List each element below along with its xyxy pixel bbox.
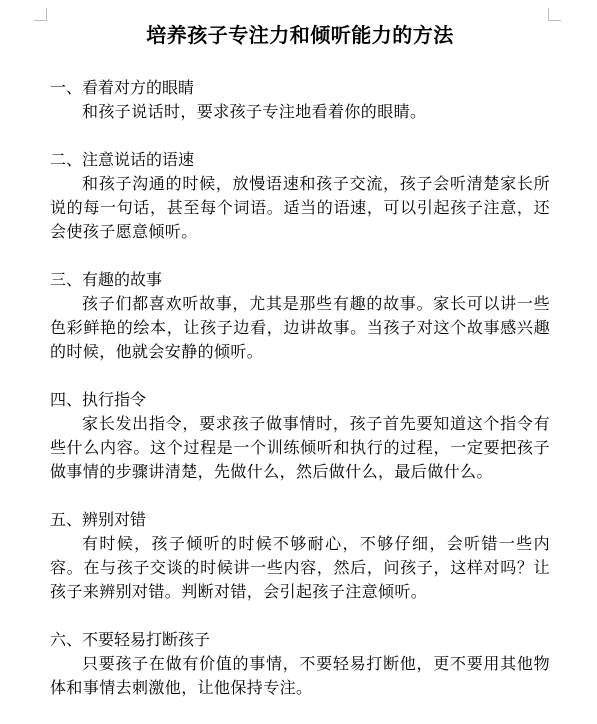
section-body: 和孩子说话时，要求孩子专注地看着你的眼睛。 [82,102,427,121]
section-heading: 一、看着对方的眼睛 [50,78,195,97]
section-3 [50,268,550,364]
section-heading: 三、有趣的故事 [50,270,163,289]
section-2 [50,148,550,244]
section-heading: 四、执行指令 [50,390,147,409]
document-page [50,20,550,724]
section-5 [50,508,550,604]
section-body: 有时候，孩子倾听的时候不够耐心，不够仔细，会听错一些内容。在与孩子交谈的时候讲一些内容，然后，问孩子，这样对吗？让孩子来辨别对错。判断对错，会引起孩子注意倾听。 [50,534,550,601]
section-heading: 二、注意说话的语速 [50,150,195,169]
section-4 [50,388,550,484]
section-6 [50,628,550,700]
section-1 [50,76,550,124]
section-body: 家长发出指令，要求孩子做事情时，孩子首先要知道这个指令有些什么内容。这个过程是一个训练倾听和执行的过程，一定要把孩子做事情的步骤讲清楚，先做什么，然后做什么，最后做什么。 [50,414,550,481]
page-corner-mark-top-left [34,8,47,21]
document-title: 培养孩子专注力和倾听能力的方法 [146,23,454,47]
section-body: 只要孩子在做有价值的事情，不要轻易打断他，更不要用其他物体和事情去刺激他，让他保持专注。 [50,654,550,697]
section-heading: 六、不要轻易打断孩子 [50,630,211,649]
section-heading: 五、辨别对错 [50,510,147,529]
section-body: 和孩子沟通的时候，放慢语速和孩子交流，孩子会听清楚家长所说的每一句话，甚至每个词语。适当的语速，可以引起孩子注意，还会使孩子愿意倾听。 [50,174,550,241]
section-body: 孩子们都喜欢听故事，尤其是那些有趣的故事。家长可以讲一些色彩鲜艳的绘本，让孩子边看，边讲故事。当孩子对这个故事感兴趣的时候，他就会安静的倾听。 [50,294,550,361]
